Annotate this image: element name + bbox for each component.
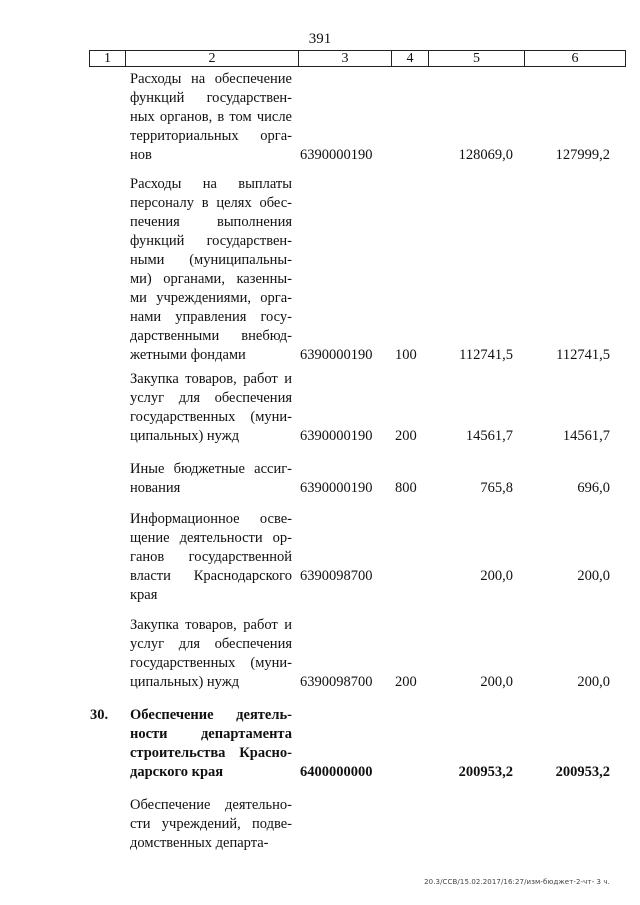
row-description — [130, 70, 292, 165]
description-line: нами управления госу- — [130, 309, 292, 325]
budget-code: 6390000190 — [300, 428, 373, 444]
description-line: функций государствен- — [130, 233, 292, 249]
description-line: дарского края — [130, 764, 224, 780]
description-line: ципальных) нужд — [130, 428, 240, 444]
description-line: ми учреждениями, орга- — [130, 290, 292, 306]
amount-column-6: 200,0 — [577, 674, 610, 690]
description-line: Иные бюджетные ассиг- — [130, 461, 292, 477]
description-line: территориальных орга- — [130, 128, 292, 144]
expense-type: 200 — [395, 428, 417, 444]
description-line: государственных (муни- — [130, 655, 292, 671]
description-line: власти Краснодарского — [130, 568, 292, 584]
description-line: строительства Красно- — [130, 745, 292, 761]
description-line: государственных (муни- — [130, 409, 292, 425]
budget-code: 6390000190 — [300, 147, 373, 163]
description-line: домственных департа- — [130, 835, 269, 851]
footer-reference: 20.3/ССВ/15.02.2017/16:27/изм-бюджет-2-чт- 3 ч. — [424, 878, 610, 886]
row-description — [130, 460, 292, 498]
description-line: функций государствен- — [130, 90, 292, 106]
description-line: услуг для обеспечения — [130, 390, 292, 406]
row-description — [130, 370, 292, 446]
description-line: Обеспечение деятель- — [130, 707, 292, 723]
description-line: ганов государственной — [130, 549, 292, 565]
description-line: щение деятельности ор- — [130, 530, 292, 546]
expense-type: 200 — [395, 674, 417, 690]
row-number: 30. — [90, 707, 109, 723]
budget-code: 6400000000 — [300, 764, 373, 780]
amount-column-5: 200953,2 — [458, 764, 513, 780]
description-line: ми) органами, казенны- — [130, 271, 292, 287]
amount-column-5: 200,0 — [480, 568, 513, 584]
description-line: Расходы на выплаты — [130, 176, 292, 192]
description-line: ными (муниципальны- — [130, 252, 292, 268]
row-description — [130, 616, 292, 692]
amount-column-5: 128069,0 — [458, 147, 513, 163]
description-line: нования — [130, 480, 181, 496]
description-line: нов — [130, 147, 152, 163]
amount-column-6: 200,0 — [577, 568, 610, 584]
amount-column-6: 14561,7 — [562, 428, 610, 444]
description-line: Обеспечение деятельно- — [130, 797, 292, 813]
expense-type: 800 — [395, 480, 417, 496]
description-line: Закупка товаров, работ и — [130, 617, 292, 633]
amount-column-6: 200953,2 — [555, 764, 610, 780]
description-line: жетными фондами — [130, 347, 246, 363]
amount-column-6: 696,0 — [577, 480, 610, 496]
description-line: дарственными внебюд- — [130, 328, 292, 344]
description-line: ности департамента — [130, 726, 292, 742]
description-line: Информационное осве- — [130, 511, 292, 527]
description-line: Расходы на обеспечение — [130, 71, 292, 87]
amount-column-6: 112741,5 — [556, 347, 610, 363]
column-header-4: 4 — [392, 51, 429, 67]
budget-code: 6390098700 — [300, 674, 373, 690]
column-header-5: 5 — [429, 51, 525, 67]
row-description — [130, 796, 292, 853]
description-line: персоналу в целях обес- — [130, 195, 292, 211]
description-line: ных органов, в том числе — [130, 109, 292, 125]
amount-column-5: 200,0 — [480, 674, 513, 690]
row-description — [130, 706, 292, 782]
budget-code: 6390000190 — [300, 347, 373, 363]
row-description — [130, 175, 292, 365]
description-line: печения выполнения — [130, 214, 292, 230]
column-header-row — [90, 51, 626, 67]
page-number: 391 — [308, 31, 332, 47]
amount-column-5: 765,8 — [480, 480, 513, 496]
column-header-6: 6 — [525, 51, 626, 67]
column-header-3: 3 — [299, 51, 392, 67]
budget-code: 6390000190 — [300, 480, 373, 496]
amount-column-5: 14561,7 — [465, 428, 513, 444]
budget-code: 6390098700 — [300, 568, 373, 584]
column-header-table — [89, 50, 626, 67]
description-line: услуг для обеспечения — [130, 636, 292, 652]
description-line: сти учреждений, подве- — [130, 816, 292, 832]
amount-column-6: 127999,2 — [555, 147, 610, 163]
amount-column-5: 112741,5 — [459, 347, 513, 363]
column-header-1: 1 — [90, 51, 126, 67]
description-line: Закупка товаров, работ и — [130, 371, 292, 387]
description-line: края — [130, 587, 158, 603]
expense-type: 100 — [395, 347, 417, 363]
column-header-2: 2 — [126, 51, 299, 67]
description-line: ципальных) нужд — [130, 674, 240, 690]
row-description — [130, 510, 292, 605]
